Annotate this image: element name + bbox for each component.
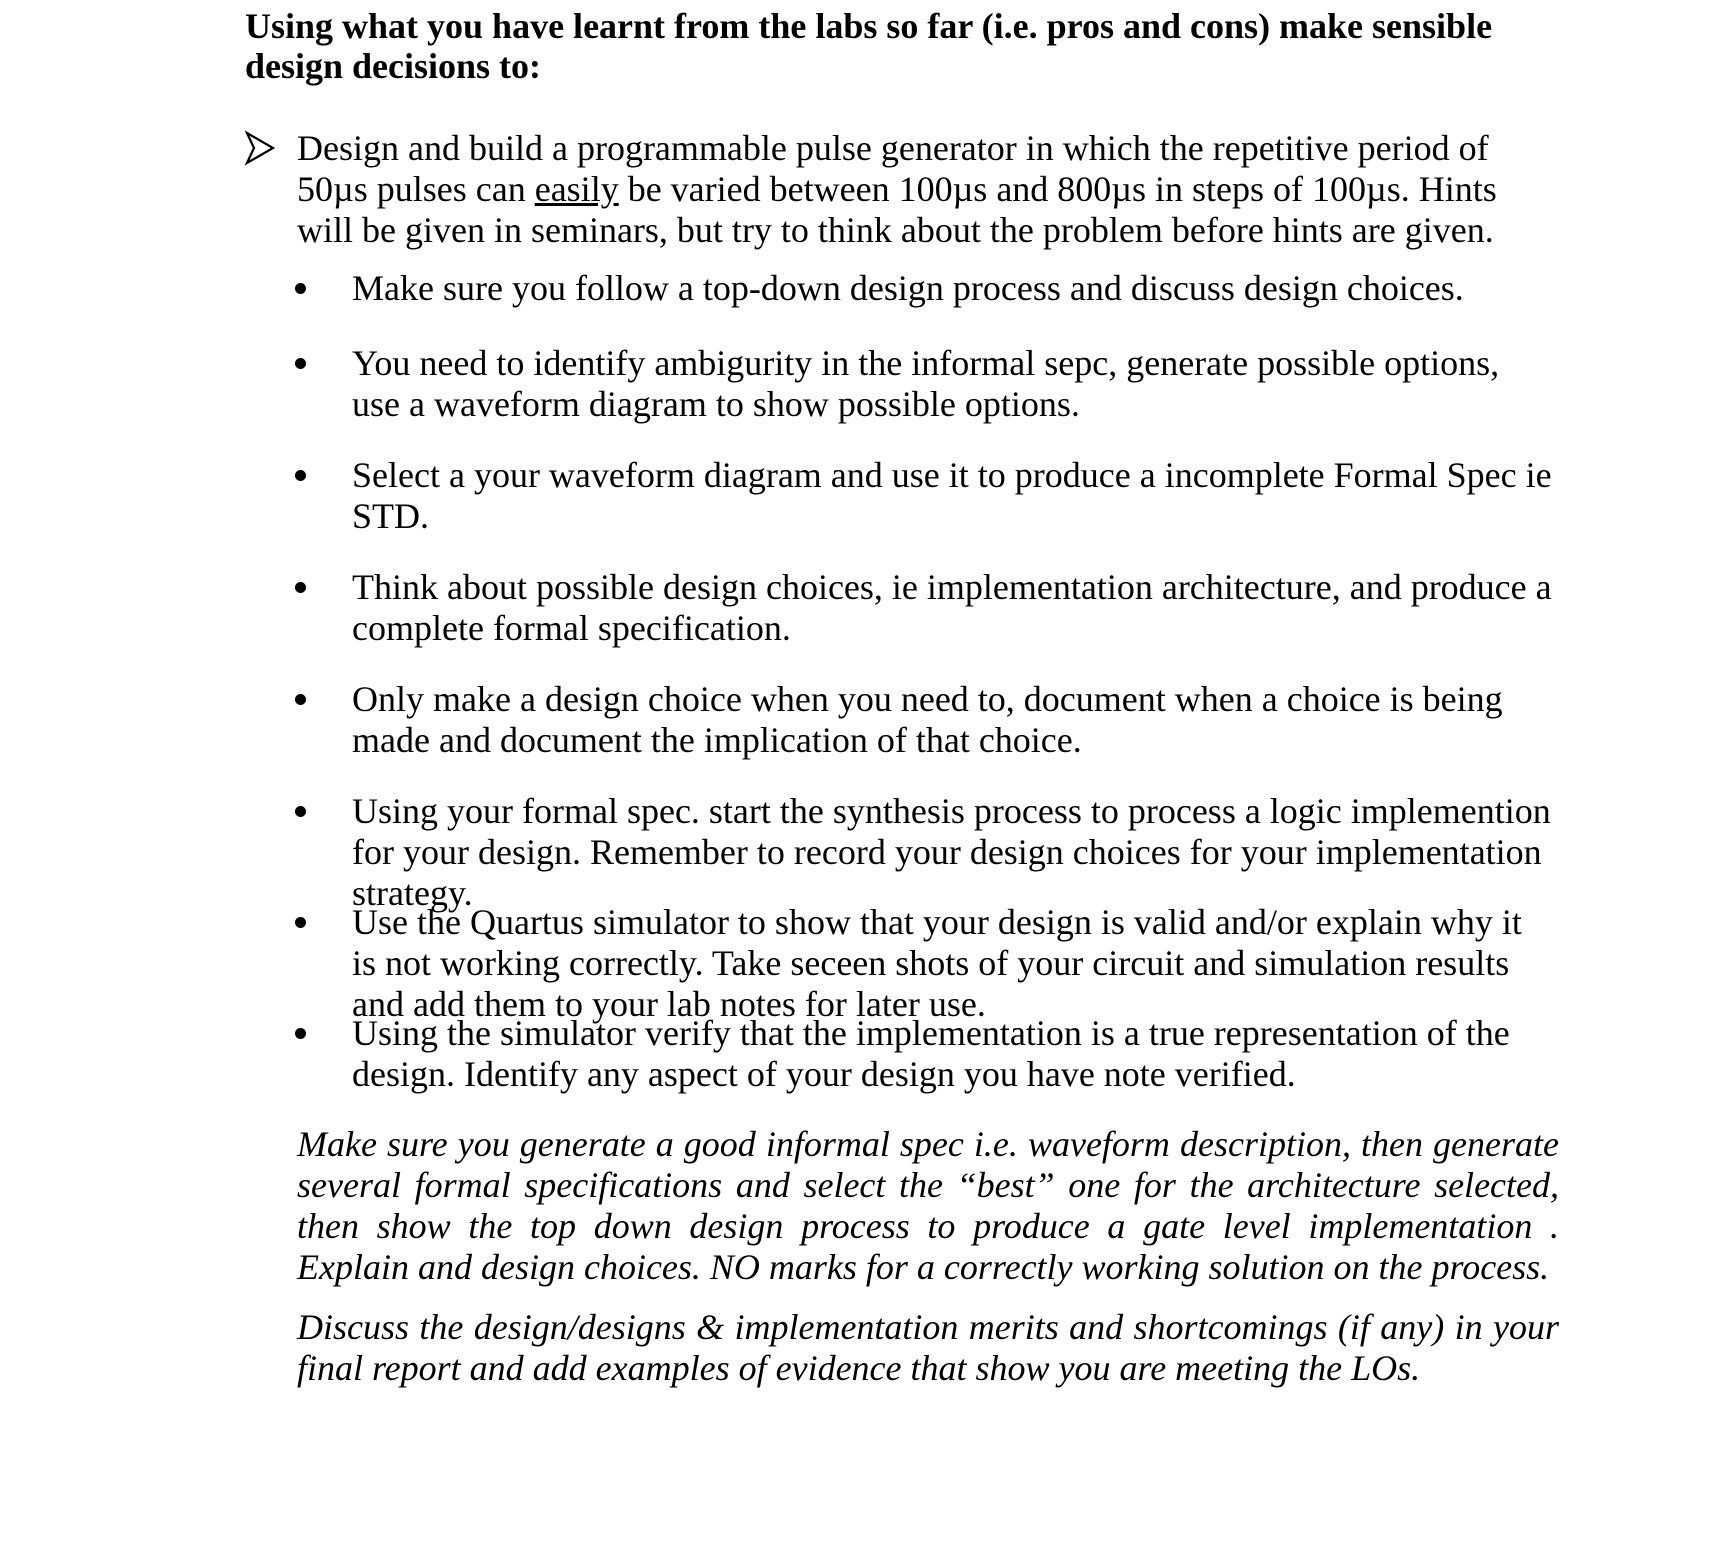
bullet-dot-icon	[295, 470, 306, 481]
bullet-item	[295, 679, 1555, 761]
bullet-dot-icon	[295, 806, 306, 817]
bullet-item	[295, 567, 1555, 649]
main-task-text	[297, 128, 1547, 251]
italic-note-paragraph: Discuss the design/designs & implementation merits and shortcomings (if any) in your final report and add examples of evidence that show you are meeting the LOs.	[297, 1307, 1559, 1388]
bullet-item	[295, 1013, 1555, 1095]
bullet-item	[295, 455, 1555, 537]
bullet-text: Using the simulator verify that the implementation is a true representation of the design. Identify any aspect of your design you have note verified.	[352, 1013, 1510, 1094]
main-task-text-part2: be varied between 100µs and 800µs in steps of 100µs. Hints will be given in seminars, but try to think about the problem before hints are given.	[297, 169, 1497, 250]
main-task-underlined-word: easily	[534, 169, 619, 209]
bullet-text: Make sure you follow a top-down design process and discuss design choices.	[352, 268, 1464, 308]
bullet-dot-icon	[295, 582, 306, 593]
bullet-text: You need to identify ambigurity in the informal sepc, generate possible options, use a waveform diagram to show possible options.	[352, 343, 1500, 424]
bullet-dot-icon	[295, 917, 306, 928]
document-heading: Using what you have learnt from the labs so far (i.e. pros and cons) make sensible design decisions to:	[245, 6, 1493, 86]
bullet-text: Using your formal spec. start the synthesis process to process a logic implemention for your design. Remember to record your design choices for your implementation strategy.	[352, 791, 1551, 913]
main-task-item	[245, 128, 1565, 251]
main-task-text-part1: Design and build a programmable pulse generator in which the repetitive period of 50µs pulses can	[297, 128, 1489, 209]
bullet-text: Only make a design choice when you need to, document when a choice is being made and document the implication of that choice.	[352, 679, 1503, 760]
italic-note-paragraph: Make sure you generate a good informal spec i.e. waveform description, then generate several formal specifications and select the “best” one for the architecture selected, then show the top down design process to produce a gate level implementation . Explain and design choices. NO marks for a correctly working solution on the process.	[297, 1124, 1559, 1287]
bullet-text: Select a your waveform diagram and use it to produce a incomplete Formal Spec ie STD.	[352, 455, 1552, 536]
bullet-text: Think about possible design choices, ie implementation architecture, and produce a complete formal specification.	[352, 567, 1552, 648]
bullet-dot-icon	[295, 283, 306, 294]
arrowhead-bullet-icon	[245, 130, 275, 166]
bullet-dot-icon	[295, 358, 306, 369]
bullet-text: Use the Quartus simulator to show that your design is valid and/or explain why it is not working correctly. Take seceen shots of your circuit and simulation results and add them to your lab notes for later use.	[352, 902, 1522, 1024]
bullet-dot-icon	[295, 1028, 306, 1039]
bullet-item	[295, 343, 1555, 425]
bullet-item	[295, 791, 1555, 914]
bullet-dot-icon	[295, 694, 306, 705]
bullet-item	[295, 902, 1555, 1025]
bullet-item	[295, 268, 1555, 309]
